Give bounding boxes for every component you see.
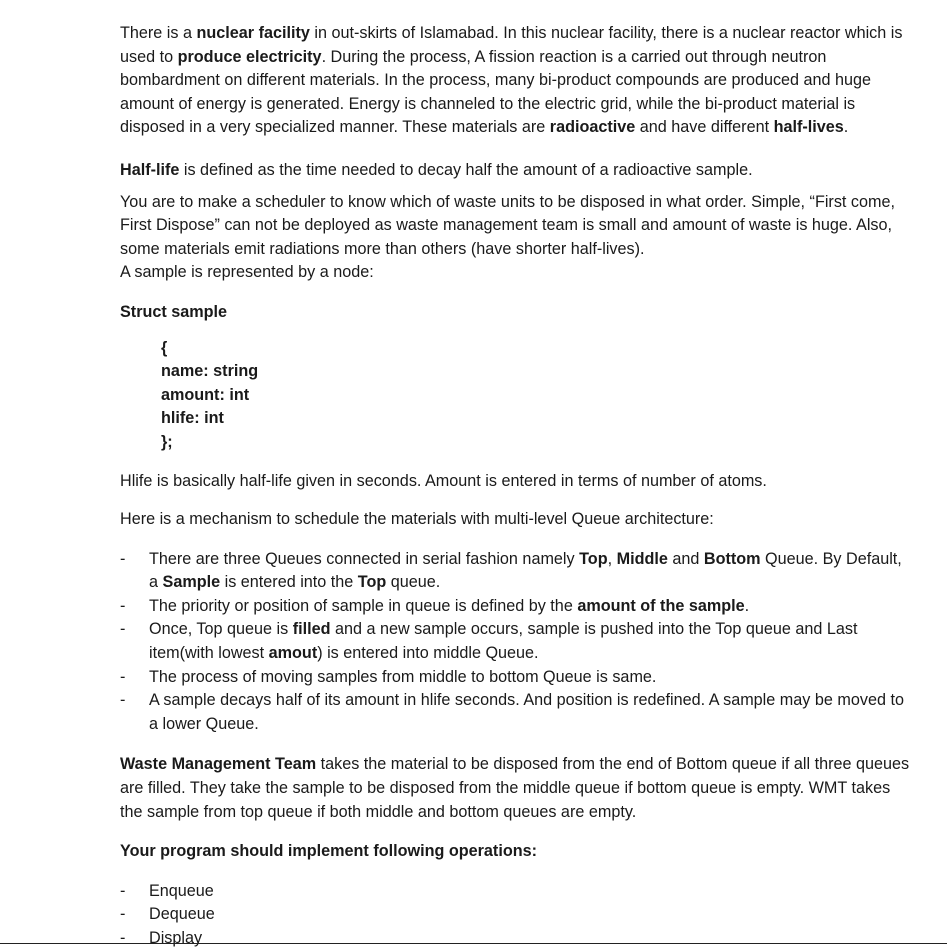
text: There are three Queues connected in serial fashion namely [149, 549, 580, 568]
bold-text: radioactive [549, 118, 636, 137]
bold-text: Top [579, 549, 608, 568]
list-item: - Display [120, 927, 910, 951]
text: is defined as the time needed to decay half the amount of a radioactive sample. [179, 160, 753, 179]
list-item: - Dequeue [120, 903, 910, 927]
code-line: name: string [161, 362, 259, 381]
text: Once, Top queue is [149, 620, 293, 639]
text: There is a [120, 24, 197, 42]
bold-text: Sample [162, 573, 221, 592]
list-item [120, 595, 910, 619]
code-line: }; [161, 432, 173, 451]
bold-text: half-lives [773, 118, 844, 137]
mechanism-list [120, 548, 910, 737]
bold-text: Top [357, 573, 387, 592]
text: You are to make a scheduler to know which of waste units to be disposed in what order. Simple, “First come, First Dispose” can not be deployed as waste management team is small and amount of waste is huge. Also, some materials emit radiations more than others (have shorter half-lives). [120, 192, 895, 258]
bold-text: produce electricity [177, 47, 322, 66]
halflife-definition [120, 159, 910, 183]
bold-text: amount of the sample [577, 596, 745, 615]
text: and [667, 549, 704, 568]
text: and have different [635, 118, 774, 137]
bold-text: nuclear facility [196, 24, 310, 42]
struct-code-block [161, 337, 910, 455]
operations-heading: Your program should implement following operations: [120, 842, 537, 861]
text: is entered into the [220, 573, 358, 592]
text: ) is entered into middle Queue. [317, 644, 539, 663]
list-item: - A sample decays half of its amount in hlife seconds. And position is redefined. A sample may be moved to a lower Queue. [120, 689, 910, 736]
text: Queue. By Default, a [149, 549, 902, 592]
bold-text: Half-life [120, 160, 180, 179]
bold-text: amout [268, 644, 318, 663]
text: . [843, 118, 849, 137]
text: and a new sample occurs, sample is pushed into the Top queue and Last item(with lowest [149, 620, 858, 663]
mechanism-intro: Here is a mechanism to schedule the materials with multi-level Queue architecture: [120, 510, 714, 529]
intro-paragraph [120, 22, 910, 140]
text: . During the process, A fission reaction is a carried out through neutron bombardment on different materials. In the process, many bi-product compounds are produced and huge amount of energy is generated. Energy is channeled to the electric grid, while the bi-product material is disposed in a very specialized manner. These materials are [120, 47, 872, 137]
page-bottom-rule [0, 943, 947, 944]
list-item: - Enqueue [120, 880, 910, 904]
code-line: amount: int [161, 385, 250, 404]
list-item [120, 548, 910, 595]
code-line: hlife: int [161, 409, 224, 428]
text: in out-skirts of Islamabad. In this nuclear facility, there is a nuclear reactor which is used to [120, 24, 903, 66]
text: queue. [386, 573, 441, 592]
text: , [607, 549, 617, 568]
scheduler-paragraph [120, 191, 910, 285]
text: takes the material to be disposed from the end of Bottom queue if all three queues are filled. They take the sample to be disposed from the middle queue if bottom queue is empty. WMT takes the sample from top queue if both middle and bottom queues are empty. [120, 755, 910, 821]
bold-text: filled [292, 620, 331, 639]
code-line: { [161, 338, 168, 357]
text: The priority or position of sample in queue is defined by the [149, 596, 578, 615]
list-item: - The process of moving samples from middle to bottom Queue is same. [120, 666, 910, 690]
bold-text: Bottom [703, 549, 761, 568]
bold-text: Waste Management Team [120, 755, 317, 774]
wmt-paragraph [120, 753, 910, 824]
hlife-note: Hlife is basically half-life given in seconds. Amount is entered in terms of number of atoms. [120, 471, 767, 490]
operations-list [120, 880, 910, 951]
document-body [120, 22, 910, 951]
struct-title: Struct sample [120, 302, 228, 321]
text: A sample is represented by a node: [120, 263, 374, 282]
list-item [120, 618, 910, 665]
bold-text: Middle [616, 549, 668, 568]
text: . [744, 596, 750, 615]
